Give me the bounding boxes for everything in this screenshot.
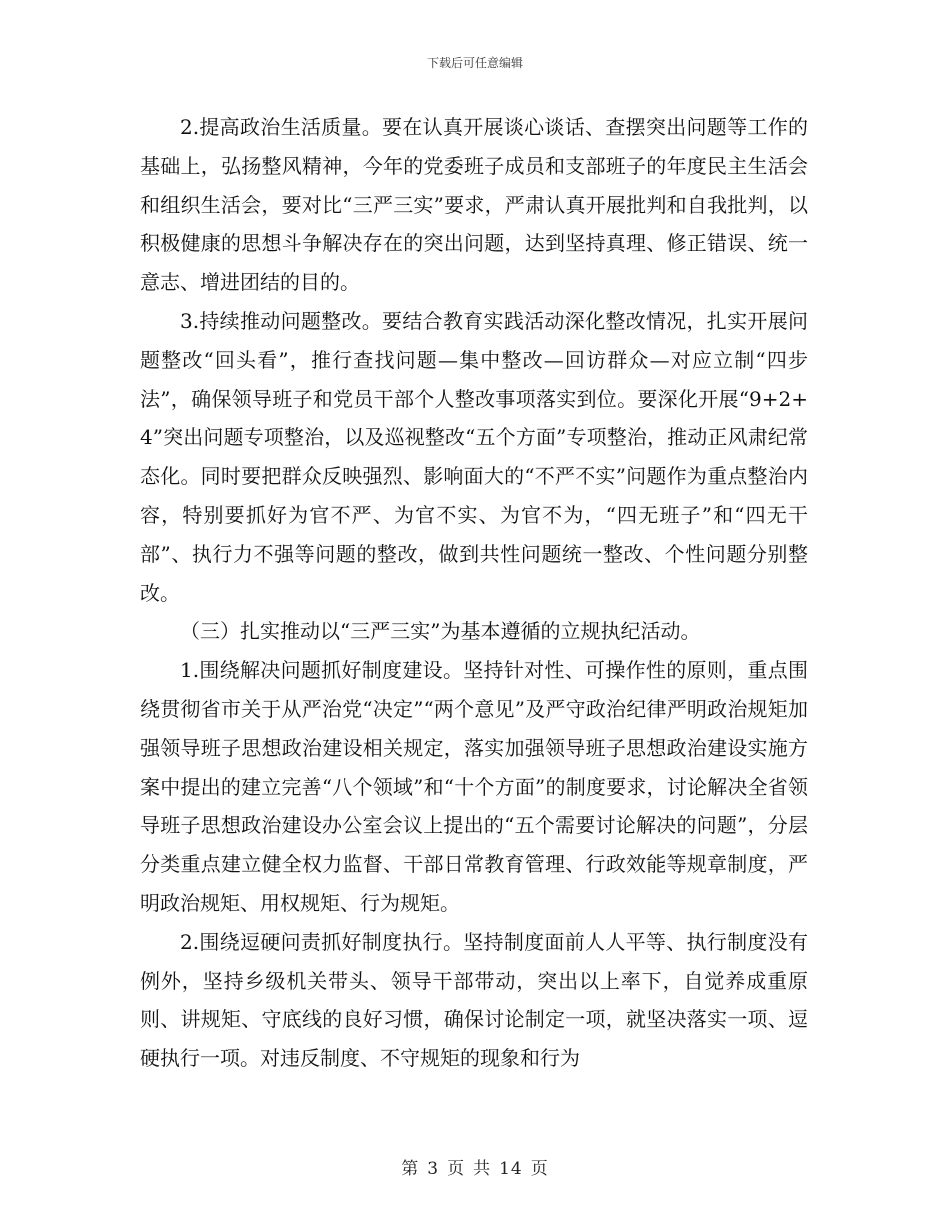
paragraph-problem-rectification: 3.持续推动问题整改。要结合教育实践活动深化整改情况，扎实开展问题整改“回头看”，推行查找问题—集中整改—回访群众—对应立制“四步法”，确保领导班子和党员干部个人整改事项落实到位。要深化开展“9+2+4”突出问题专项整治，以及巡视整改“五个方面”专项整治，推动正风肃纪常态化。同时要把群众反映强烈、影响面大的“不严不实”问题作为重点整治内容，特别要抓好为官不严、为官不实、为官不为，“四无班子”和“四无干部”、执行力不强等问题的整改，做到共性问题统一整改、个性问题分别整改。 <box>140 308 808 605</box>
page-number: 3 <box>427 1159 440 1179</box>
document-body <box>140 108 808 1078</box>
footer-label-di: 第 <box>401 1159 420 1179</box>
section-heading-three: （三）扎实推动以“三严三实”为基本遵循的立规执纪活动。 <box>180 619 701 644</box>
total-pages: 14 <box>499 1159 523 1179</box>
paragraph-political-life: 2.提高政治生活质量。要在认真开展谈心谈话、查摆突出问题等工作的基础上，弘扬整风精神，今年的党委班子成员和支部班子的年度民主生活会和组织生活会，要对比“三严三实”要求，严肃认真开展批判和自我批判，以积极健康的思想斗争解决存在的突出问题，达到坚持真理、修正错误、统一意志、增进团结的目的。 <box>140 115 808 295</box>
footer-label-ye: 页 <box>447 1159 466 1179</box>
footer-label-ye-total: 页 <box>530 1159 549 1179</box>
footer-label-gong: 共 <box>473 1159 492 1179</box>
page-header: 下载后可任意编辑 <box>426 56 523 70</box>
paragraph-system-construction: 1.围绕解决问题抓好制度建设。坚持针对性、可操作性的原则，重点围绕贯彻省市关于从严治党“决定”“两个意见”及严守政治纪律严明政治规矩加强领导班子思想政治建设相关规定，落实加强领导班子思想政治建设实施方案中提出的建立完善“八个领域”和“十个方面”的制度要求，讨论解决全省领导班子思想政治建设办公室会议上提出的“五个需要讨论解决的问题”，分层分类重点建立健全权力监督、干部日常教育管理、行政效能等规章制度，严明政治规矩、用权规矩、行为规矩。 <box>140 658 808 915</box>
paragraph-system-execution: 2.围绕逗硬问责抓好制度执行。坚持制度面前人人平等、执行制度没有例外，坚持乡级机关带头、领导干部带动，突出以上率下，自觉养成重原则、讲规矩、守底线的良好习惯，确保讨论制定一项，就坚决落实一项、逗硬执行一项。对违反制度、不守规矩的现象和行为 <box>140 929 808 1071</box>
page-footer <box>0 1154 950 1179</box>
